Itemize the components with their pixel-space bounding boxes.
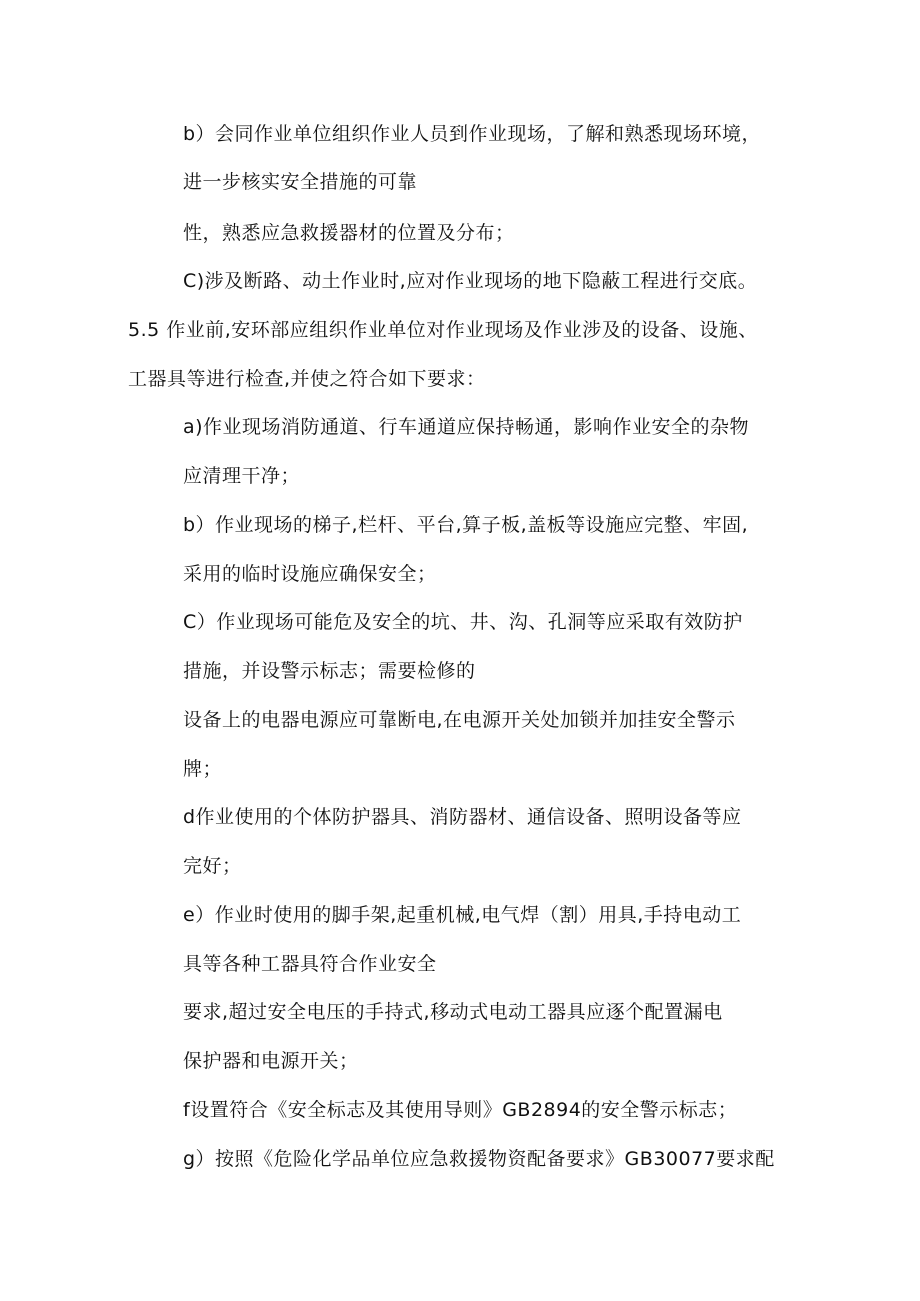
item-b-line-2: 进一步核实安全措施的可靠 [183, 171, 418, 193]
item-f-line-1: f设置符合《安全标志及其使用导则》GB2894的安全警示标志； [183, 1099, 738, 1121]
item-c-line-1: C)涉及断路、动土作业时,应对作业现场的地下隐蔽工程进行交底。 [183, 270, 758, 292]
item-a-line-1: a)作业现场消防通道、行车通道应保持畅通，影响作业安全的杂物 [183, 416, 750, 438]
item-e-line-2: 具等各种工器具符合作业安全 [183, 953, 437, 975]
item-d-line-2: 完好； [183, 855, 242, 877]
item-a-line-2: 应清理干净； [183, 465, 301, 487]
item-d-line-1: d作业使用的个体防护器具、消防器材、通信设备、照明设备等应 [183, 806, 742, 828]
item-c2-line-3: 设备上的电器电源应可靠断电,在电源开关处加锁并加挂安全警示 [183, 709, 736, 731]
item-c2-line-4: 牌； [183, 758, 223, 780]
item-c2-line-1: C）作业现场可能危及安全的坑、井、沟、孔洞等应采取有效防护 [183, 611, 743, 633]
item-e-line-4: 保护器和电源开关； [183, 1050, 359, 1072]
item-b-line-1: b）会同作业单位组织作业人员到作业现场，了解和熟悉现场环境， [183, 123, 762, 145]
section-5-5-line-1: 5.5 作业前,安环部应组织作业单位对作业现场及作业涉及的设备、设施、 [128, 319, 758, 341]
item-e-line-1: e）作业时使用的脚手架,起重机械,电气焊（割）用具,手持电动工 [183, 904, 742, 926]
item-b-line-3: 性，熟悉应急救援器材的位置及分布； [183, 222, 515, 244]
section-5-5-line-2: 工器具等进行检查,并使之符合如下要求： [128, 368, 486, 390]
item-e-line-3: 要求,超过安全电压的手持式,移动式电动工器具应逐个配置漏电 [183, 1001, 723, 1023]
item-c2-line-2: 措施，并设警示标志；需要检修的 [183, 660, 476, 682]
item-b2-line-2: 采用的临时设施应确保安全； [183, 563, 437, 585]
item-b2-line-1: b）作业现场的梯子,栏杆、平台,算子板,盖板等设施应完整、牢固, [183, 514, 749, 536]
item-g-line-1: g）按照《危险化学品单位应急救援物资配备要求》GB30077要求配 [183, 1148, 775, 1170]
